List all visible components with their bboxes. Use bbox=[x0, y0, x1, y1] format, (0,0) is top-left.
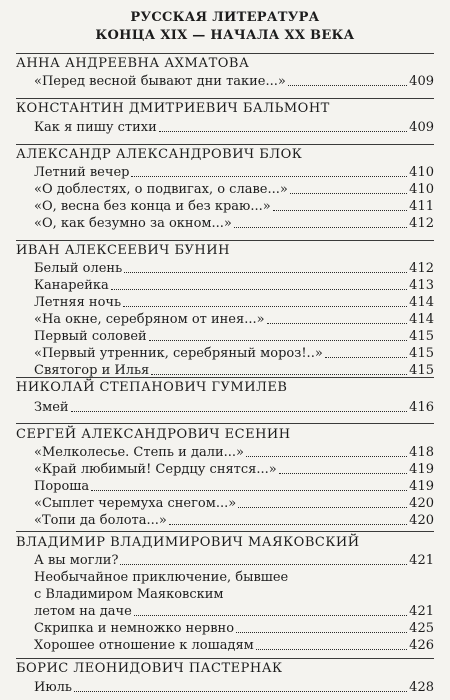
toc-entry[interactable] bbox=[34, 445, 434, 461]
section-divider bbox=[16, 658, 434, 659]
entry-page: 419 bbox=[409, 462, 434, 477]
entry-title: «Первый утренник, серебряный мороз!..» bbox=[34, 346, 323, 361]
toc-entry[interactable] bbox=[34, 553, 434, 569]
author-name: ВЛАДИМИР ВЛАДИМИРОВИЧ МАЯКОВСКИЙ bbox=[16, 535, 360, 550]
section-divider bbox=[16, 144, 434, 145]
entry-page: 415 bbox=[409, 363, 434, 378]
entry-title: «Перед весной бывают дни такие...» bbox=[34, 74, 286, 89]
dot-leader bbox=[71, 411, 408, 412]
entry-page: 414 bbox=[409, 312, 434, 327]
entry-page: 415 bbox=[409, 329, 434, 344]
toc-entry[interactable] bbox=[34, 278, 434, 294]
entry-page: 415 bbox=[409, 346, 434, 361]
entry-title: Скрипка и немножко нервно bbox=[34, 621, 235, 636]
toc-entry[interactable] bbox=[34, 513, 434, 529]
entry-page: 420 bbox=[409, 513, 434, 528]
entry-page: 428 bbox=[409, 680, 434, 695]
dot-leader bbox=[236, 632, 407, 633]
dot-leader bbox=[151, 374, 407, 375]
entry-title: «О, весна без конца и без краю...» bbox=[34, 199, 271, 214]
heading-line-1: РУССКАЯ ЛИТЕРАТУРА bbox=[130, 10, 320, 25]
entry-title-line: Необычайное приключение, бывшее bbox=[34, 570, 289, 585]
entry-title: Пороша bbox=[34, 479, 90, 494]
toc-entry[interactable] bbox=[34, 216, 434, 232]
entry-page: 419 bbox=[409, 479, 434, 494]
section-divider bbox=[16, 423, 434, 424]
entry-title: «О, как безумно за окном...» bbox=[34, 216, 232, 231]
entry-page: 409 bbox=[409, 120, 434, 135]
entry-page: 411 bbox=[409, 199, 434, 214]
toc-entry[interactable] bbox=[34, 479, 434, 495]
toc-entry[interactable] bbox=[34, 496, 434, 512]
entry-page: 412 bbox=[409, 216, 434, 231]
entry-page: 410 bbox=[409, 182, 434, 197]
dot-leader bbox=[325, 357, 407, 358]
section-divider bbox=[16, 377, 434, 378]
entry-page: 418 bbox=[409, 445, 434, 460]
toc-entry[interactable] bbox=[34, 329, 434, 345]
dot-leader bbox=[273, 210, 407, 211]
entry-page: 420 bbox=[409, 496, 434, 511]
entry-page: 412 bbox=[409, 261, 434, 276]
dot-leader bbox=[149, 340, 407, 341]
toc-entry[interactable] bbox=[34, 312, 434, 328]
toc-entry[interactable] bbox=[34, 295, 434, 311]
entry-page: 414 bbox=[409, 295, 434, 310]
entry-page: 425 bbox=[409, 621, 434, 636]
toc-entry[interactable] bbox=[34, 346, 434, 362]
entry-page: 409 bbox=[409, 74, 434, 89]
entry-title: Первый соловей bbox=[34, 329, 147, 344]
dot-leader bbox=[111, 289, 407, 290]
entry-title: «Мелколесье. Степь и дали...» bbox=[34, 445, 244, 460]
toc-entry[interactable] bbox=[34, 621, 434, 637]
entry-title: А вы могли? bbox=[34, 553, 119, 568]
entry-title: «Край любимый! Сердцу снятся...» bbox=[34, 462, 277, 477]
entry-title: Июль bbox=[34, 680, 72, 695]
toc-entry[interactable] bbox=[34, 165, 434, 181]
dot-leader bbox=[159, 131, 407, 132]
toc-entry[interactable] bbox=[34, 182, 434, 198]
toc-entry[interactable] bbox=[34, 400, 434, 416]
entry-title: «Топи да болота...» bbox=[34, 513, 167, 528]
dot-leader bbox=[238, 507, 407, 508]
toc-entry[interactable] bbox=[34, 604, 434, 620]
author-name: ИВАН АЛЕКСЕЕВИЧ БУНИН bbox=[16, 243, 230, 258]
toc-entry[interactable] bbox=[34, 680, 434, 696]
dot-leader bbox=[290, 193, 407, 194]
entry-title: «О доблестях, о подвигах, о славе...» bbox=[34, 182, 288, 197]
entry-title: летом на даче bbox=[34, 604, 132, 619]
section-divider bbox=[16, 53, 434, 54]
dot-leader bbox=[123, 306, 407, 307]
toc-entry[interactable] bbox=[34, 120, 434, 136]
dot-leader bbox=[74, 691, 407, 692]
entry-title: Святогор и Илья bbox=[34, 363, 150, 378]
entry-title: Змей bbox=[34, 400, 69, 415]
toc-entry[interactable] bbox=[34, 199, 434, 215]
toc-entry[interactable] bbox=[34, 638, 434, 654]
entry-page: 413 bbox=[409, 278, 434, 293]
dot-leader bbox=[256, 649, 407, 650]
entry-title: Как я пишу стихи bbox=[34, 120, 157, 135]
entry-title: Хорошее отношение к лошадям bbox=[34, 638, 254, 653]
section-divider bbox=[16, 98, 434, 99]
section-divider bbox=[16, 531, 434, 532]
author-name: КОНСТАНТИН ДМИТРИЕВИЧ БАЛЬМОНТ bbox=[16, 101, 330, 116]
dot-leader bbox=[134, 615, 407, 616]
dot-leader bbox=[169, 524, 407, 525]
entry-title-line: с Владимиром Маяковским bbox=[34, 587, 224, 602]
author-name: АЛЕКСАНДР АЛЕКСАНДРОВИЧ БЛОК bbox=[16, 147, 303, 162]
dot-leader bbox=[246, 456, 407, 457]
toc-entry[interactable] bbox=[34, 261, 434, 277]
entry-page: 416 bbox=[409, 400, 434, 415]
section-divider bbox=[16, 240, 434, 241]
dot-leader bbox=[234, 227, 407, 228]
dot-leader bbox=[279, 473, 407, 474]
entry-page: 421 bbox=[409, 604, 434, 619]
dot-leader bbox=[131, 176, 407, 177]
dot-leader bbox=[288, 85, 407, 86]
toc-entry[interactable] bbox=[34, 74, 434, 90]
entry-page: 421 bbox=[409, 553, 434, 568]
entry-title: Белый олень bbox=[34, 261, 123, 276]
dot-leader bbox=[124, 272, 407, 273]
heading-line-2: КОНЦА XIX — НАЧАЛА XX ВЕКА bbox=[95, 28, 355, 43]
entry-title: Канарейка bbox=[34, 278, 109, 293]
toc-entry[interactable] bbox=[34, 462, 434, 478]
entry-page: 410 bbox=[409, 165, 434, 180]
entry-title: «На окне, серебряном от инея...» bbox=[34, 312, 265, 327]
author-name: БОРИС ЛЕОНИДОВИЧ ПАСТЕРНАК bbox=[16, 661, 283, 676]
entry-title: Летняя ночь bbox=[34, 295, 122, 310]
entry-title: Летний вечер bbox=[34, 165, 130, 180]
dot-leader bbox=[267, 323, 408, 324]
entry-page: 426 bbox=[409, 638, 434, 653]
entry-title: «Сыплет черемуха снегом...» bbox=[34, 496, 237, 511]
author-name: НИКОЛАЙ СТЕПАНОВИЧ ГУМИЛЕВ bbox=[16, 380, 288, 395]
dot-leader bbox=[120, 564, 407, 565]
author-name: СЕРГЕЙ АЛЕКСАНДРОВИЧ ЕСЕНИН bbox=[16, 427, 291, 442]
author-name: АННА АНДРЕЕВНА АХМАТОВА bbox=[16, 56, 250, 71]
dot-leader bbox=[91, 490, 407, 491]
